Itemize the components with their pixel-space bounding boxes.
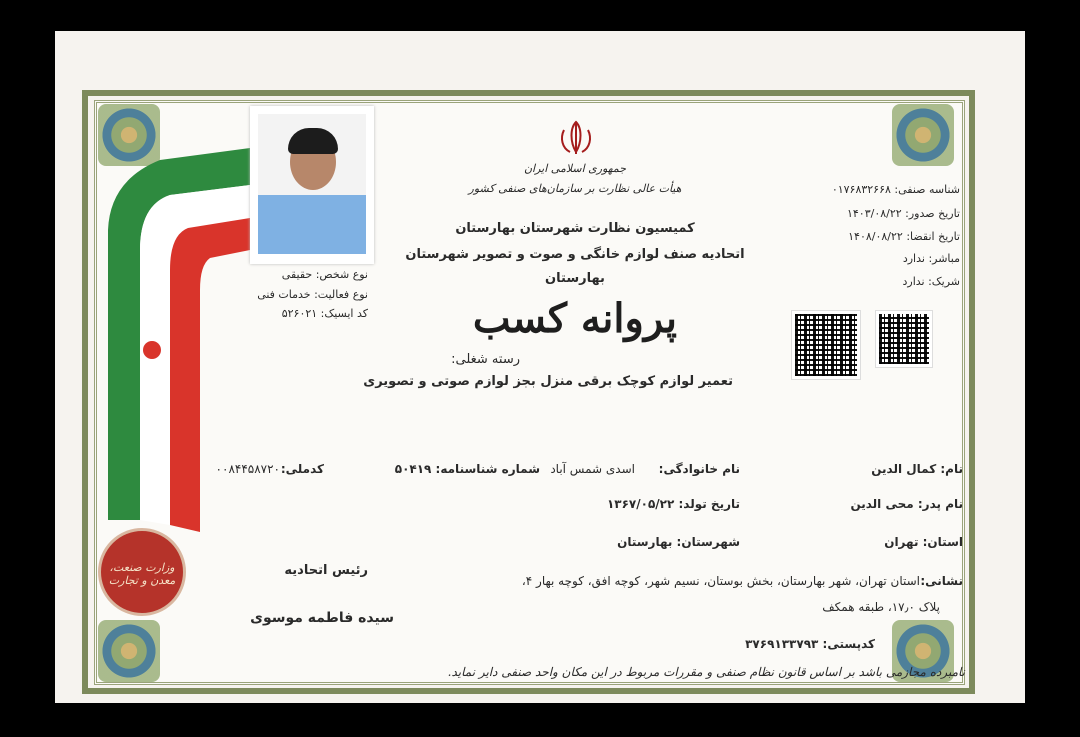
corner-ornament-bottom-left bbox=[98, 620, 160, 682]
address-line-2: پلاک ۱۷٫۰، طبقه همکف bbox=[822, 600, 940, 614]
seal-text: وزارت صنعت، معدن و تجارت bbox=[108, 561, 176, 587]
birth-date: تاریخ تولد: ۱۳۶۷/۰۵/۲۲ bbox=[606, 497, 740, 511]
union-city: بهارستان bbox=[545, 271, 605, 286]
commission-name: کمیسیون نظارت شهرستان بهارستان bbox=[455, 221, 695, 236]
signature-name: سیده فاطمه موسوی bbox=[250, 610, 394, 626]
expiry-date: تاریخ انقضا: ۱۴۰۸/۰۸/۲۲ bbox=[848, 230, 960, 243]
holder-photo bbox=[250, 106, 374, 264]
activity-type: نوع فعالیت: خدمات فنی bbox=[257, 288, 368, 301]
first-name: نام: کمال الدین bbox=[871, 462, 963, 476]
national-code-value: ۰۰۸۴۴۵۸۷۲۰ bbox=[215, 462, 280, 476]
last-name-label: نام خانوادگی: bbox=[658, 462, 740, 476]
council-name: هیأت عالی نظارت بر سازمان‌های صنفی کشور bbox=[468, 182, 682, 195]
postal-code: کدپستی: ۳۷۶۹۱۳۳۷۹۳ bbox=[745, 637, 875, 651]
address-line-1: استان تهران، شهر بهارستان، بخش بوستان، نسیم شهر، کوچه افق، کوچه بهار ۴، bbox=[521, 574, 920, 588]
footer-note: نامبرده مجازمی باشد بر اساس قانون نظام صنفی و مقررات مربوط در این مکان واحد صنفی دایر نماید. bbox=[447, 665, 965, 679]
category-label: رسته شغلی: bbox=[451, 352, 520, 367]
last-name-value: اسدی شمس آباد bbox=[550, 462, 635, 476]
signature-role: رئیس اتحادیه bbox=[284, 563, 368, 578]
country-name: جمهوری اسلامی ایران bbox=[523, 162, 627, 175]
national-code-label: کدملی: bbox=[280, 462, 324, 476]
document-title: پروانه کسب bbox=[472, 295, 678, 342]
qr-code-small bbox=[876, 311, 932, 367]
union-name: اتحادیه صنف لوازم خانگی و صوت و تصویر شهرستان bbox=[405, 247, 745, 262]
guild-id: شناسه صنفی: ۰۱۷۶۸۳۲۶۶۸ bbox=[831, 183, 960, 196]
province: استان: تهران bbox=[884, 535, 963, 549]
category-value: تعمیر لوازم کوچک برقی منزل بجز لوازم صوتی و تصویری bbox=[363, 374, 733, 389]
flag-ribbon bbox=[100, 140, 260, 540]
id-number: شماره شناسنامه: ۵۰۴۱۹ bbox=[394, 462, 540, 476]
corner-ornament-top-right bbox=[892, 104, 954, 166]
iran-emblem-icon bbox=[556, 118, 596, 158]
qr-code-large bbox=[792, 311, 860, 379]
partner: شریک: ندارد bbox=[902, 275, 960, 288]
address-label: نشانی: bbox=[920, 574, 963, 588]
father-name: نام پدر: محی الدین bbox=[850, 497, 963, 511]
flag-emblem-icon bbox=[143, 341, 161, 359]
isic-code: کد ایسیک: ۵۲۶۰۲۱ bbox=[281, 307, 368, 320]
county: شهرستان: بهارستان bbox=[617, 535, 740, 549]
ministry-seal bbox=[98, 528, 186, 616]
issue-date: تاریخ صدور: ۱۴۰۳/۰۸/۲۲ bbox=[846, 207, 960, 220]
person-type: نوع شخص: حقیقی bbox=[281, 268, 368, 281]
manager: مباشر: ندارد bbox=[902, 252, 960, 265]
